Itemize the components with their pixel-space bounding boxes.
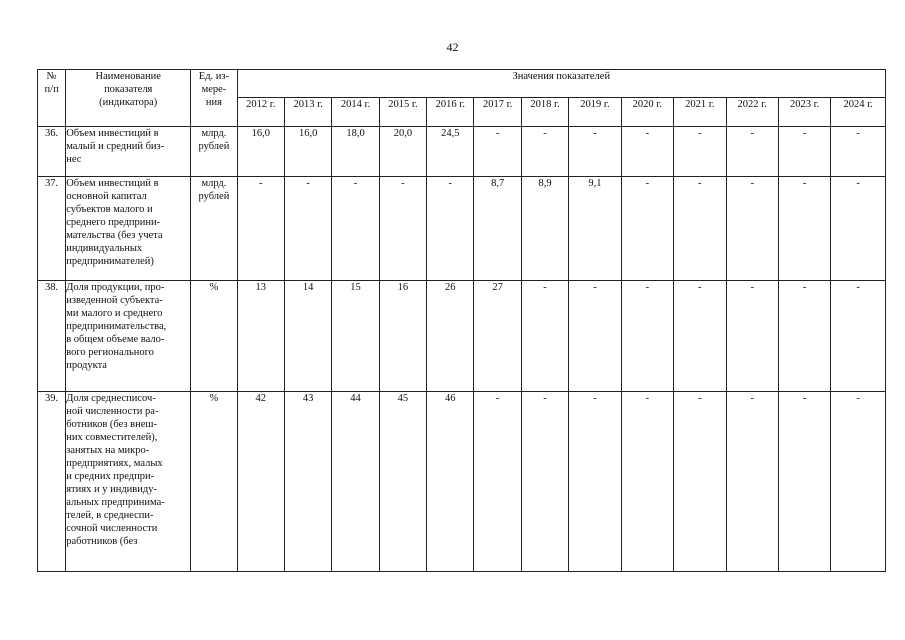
indicator-value: 26 (427, 281, 474, 392)
indicator-value: 8,9 (521, 177, 568, 281)
indicator-value: - (569, 127, 621, 177)
table-row (38, 392, 886, 572)
header-unit (191, 70, 237, 127)
table-row (38, 281, 886, 392)
indicator-value: - (831, 281, 886, 392)
indicator-value: 43 (284, 392, 331, 572)
header-year: 2016 г. (427, 98, 474, 127)
indicator-value: 20,0 (379, 127, 426, 177)
indicator-value: - (474, 392, 521, 572)
indicator-value: 16,0 (237, 127, 284, 177)
indicator-unit: млрд. рублей (191, 127, 237, 177)
header-year: 2014 г. (332, 98, 379, 127)
indicator-value: 15 (332, 281, 379, 392)
row-number: 38. (38, 281, 66, 392)
indicator-value: 45 (379, 392, 426, 572)
indicator-value: 8,7 (474, 177, 521, 281)
indicator-value: 14 (284, 281, 331, 392)
indicator-value: - (521, 392, 568, 572)
header-num-text: № п/п (44, 71, 59, 95)
indicators-table (37, 69, 886, 572)
table-row (38, 177, 886, 281)
indicator-value: - (674, 127, 726, 177)
indicator-value: 27 (474, 281, 521, 392)
indicator-value: 46 (427, 392, 474, 572)
header-name-text: Наименование показателя (индикатора) (95, 71, 161, 108)
header-year: 2017 г. (474, 98, 521, 127)
indicator-value: - (521, 281, 568, 392)
header-year: 2018 г. (521, 98, 568, 127)
indicator-value: 16,0 (284, 127, 331, 177)
header-values-group: Значения показателей (237, 70, 885, 98)
indicator-value: - (726, 177, 778, 281)
indicator-value: - (726, 392, 778, 572)
indicator-value: - (621, 392, 673, 572)
indicator-value: - (674, 392, 726, 572)
indicator-name: Доля продукции, про- изведенной субъекта- ми малого и среднего предпринимательства, в общем объеме вало- вого регионального продукта (66, 281, 191, 392)
indicator-value: 13 (237, 281, 284, 392)
indicator-value: 24,5 (427, 127, 474, 177)
indicator-value: - (621, 127, 673, 177)
header-year: 2022 г. (726, 98, 778, 127)
indicator-value: 16 (379, 281, 426, 392)
indicator-value: - (831, 127, 886, 177)
indicator-unit: % (191, 281, 237, 392)
indicator-value: - (474, 127, 521, 177)
indicator-value: - (569, 392, 621, 572)
indicator-name: Объем инвестиций в малый и средний биз- нес (66, 127, 191, 177)
row-number: 39. (38, 392, 66, 572)
header-year: 2020 г. (621, 98, 673, 127)
indicator-unit: млрд. рублей (191, 177, 237, 281)
indicator-value: - (621, 281, 673, 392)
indicator-value: 42 (237, 392, 284, 572)
header-year: 2012 г. (237, 98, 284, 127)
indicator-value: - (284, 177, 331, 281)
header-year: 2013 г. (284, 98, 331, 127)
indicator-value: - (778, 392, 830, 572)
indicator-value: 9,1 (569, 177, 621, 281)
header-year: 2019 г. (569, 98, 621, 127)
indicator-value: - (831, 177, 886, 281)
page-number: 42 (446, 40, 459, 54)
indicator-value: - (379, 177, 426, 281)
row-number: 37. (38, 177, 66, 281)
indicator-value: - (778, 127, 830, 177)
indicator-value: - (831, 392, 886, 572)
indicator-value: - (778, 281, 830, 392)
indicator-unit: % (191, 392, 237, 572)
indicator-value: - (674, 177, 726, 281)
table-row (38, 127, 886, 177)
header-year: 2024 г. (831, 98, 886, 127)
header-unit-text: Ед. из- мере- ния (198, 71, 230, 108)
indicator-value: - (521, 127, 568, 177)
header-year: 2015 г. (379, 98, 426, 127)
header-year: 2023 г. (778, 98, 830, 127)
header-num (38, 70, 66, 127)
indicator-value: - (621, 177, 673, 281)
indicator-value: - (778, 177, 830, 281)
indicator-value: 44 (332, 392, 379, 572)
indicator-value: - (726, 127, 778, 177)
indicator-name: Объем инвестиций в основной капитал субъектов малого и среднего предприни- мательства (без учета индивидуальных предпринимателей) (66, 177, 191, 281)
indicator-value: - (237, 177, 284, 281)
indicator-value: 18,0 (332, 127, 379, 177)
header-year: 2021 г. (674, 98, 726, 127)
indicator-value: - (332, 177, 379, 281)
indicator-value: - (726, 281, 778, 392)
indicator-value: - (674, 281, 726, 392)
header-row-top (38, 70, 886, 98)
header-name (66, 70, 191, 127)
indicator-name: Доля среднесписоч- ной численности ра- ботников (без внеш- них совместителей), занятых на микро- предприятиях, малых и средних предпри- ятиях и у индивиду- альных предпринима- телей, в среднеспи- сочной численности работников (без (66, 392, 191, 572)
indicator-value: - (569, 281, 621, 392)
indicator-value: - (427, 177, 474, 281)
row-number: 36. (38, 127, 66, 177)
